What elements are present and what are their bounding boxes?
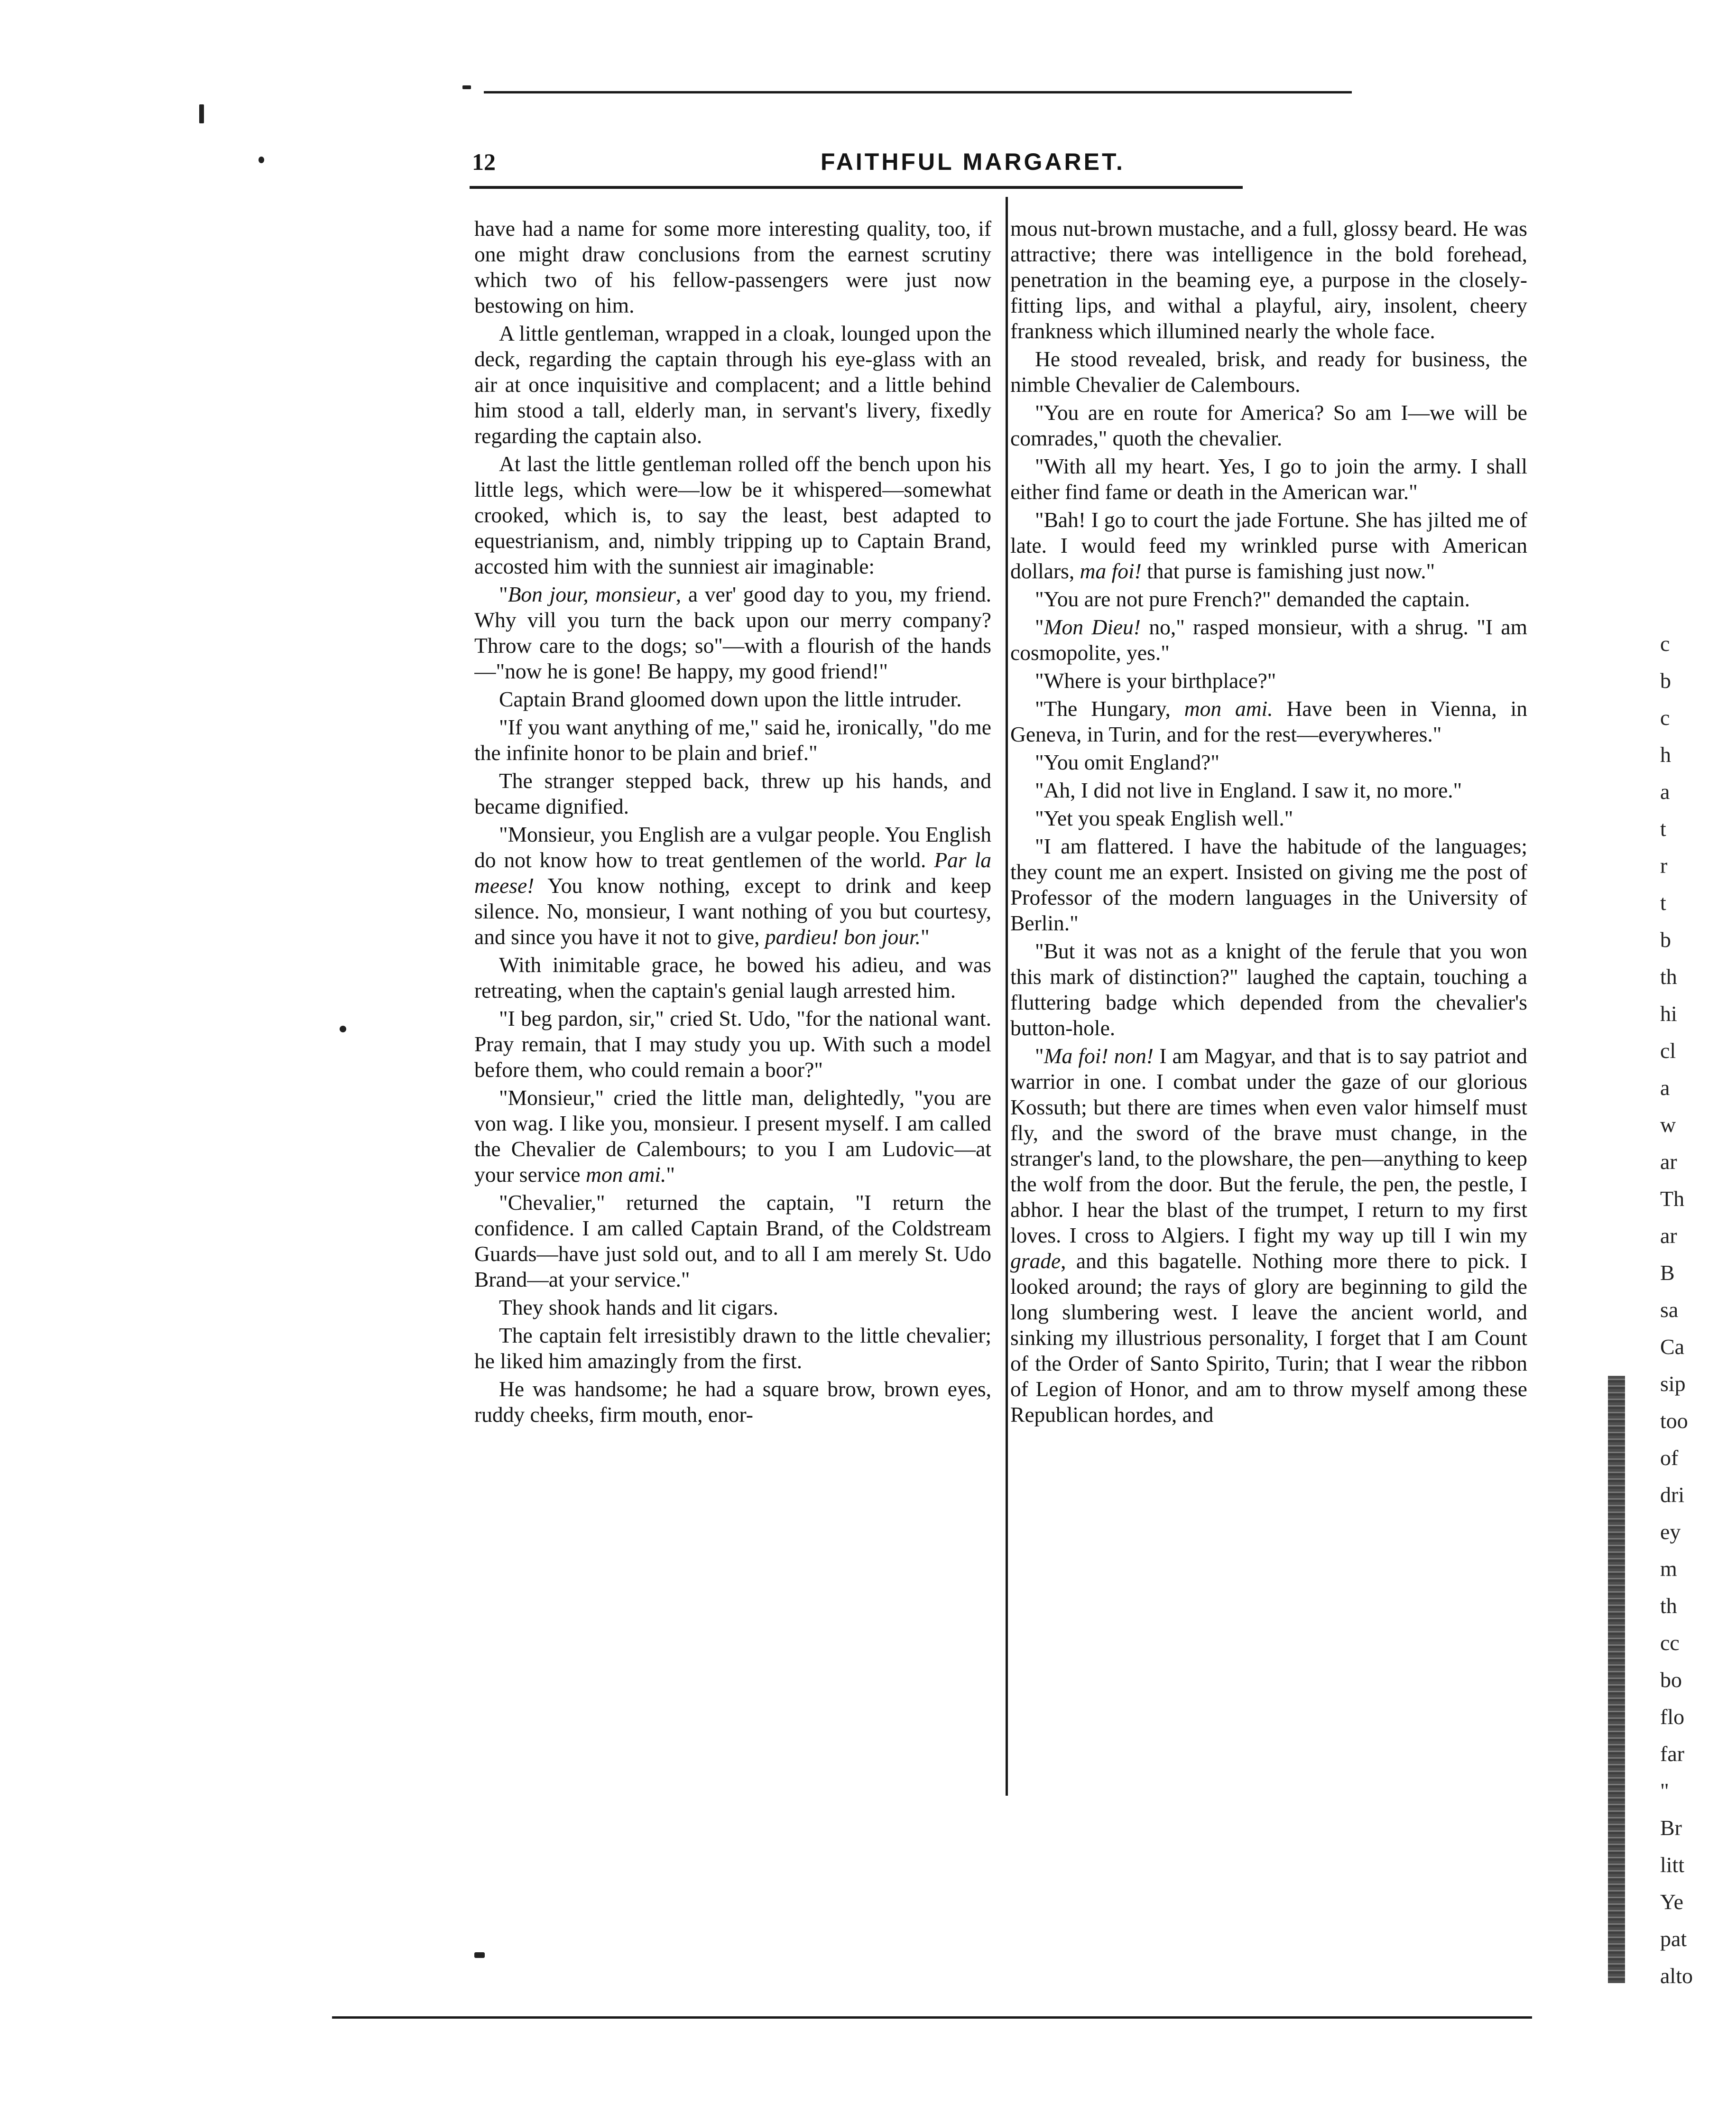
bleed-fragment: flo <box>1660 1705 1685 1729</box>
bleed-fragment: b <box>1660 668 1671 693</box>
paragraph: Captain Brand gloomed down upon the little intruder. <box>499 687 962 711</box>
bleed-fragment: Th <box>1660 1187 1685 1211</box>
bleed-fragment: dri <box>1660 1483 1685 1507</box>
paragraph: He stood revealed, brisk, and ready for business, the nimble Chevalier de Calembours. <box>1010 347 1527 397</box>
bleed-fragment: w <box>1660 1113 1676 1137</box>
paragraph: "Mon Dieu! no," rasped monsieur, with a shrug. "I am cosmopolite, yes." <box>1010 615 1527 665</box>
paragraph: "Yet you speak English well." <box>1035 806 1293 830</box>
left-column <box>474 216 991 1800</box>
top-rule <box>484 91 1352 93</box>
bleed-fragment: h <box>1660 742 1671 767</box>
bleed-fragment: Ca <box>1660 1335 1685 1359</box>
bleed-fragment: B <box>1660 1261 1675 1285</box>
bleed-fragment: m <box>1660 1557 1677 1581</box>
scan-edge-shadow <box>1608 1376 1625 1983</box>
bleed-fragment: " <box>1660 1779 1669 1803</box>
paragraph: mous nut-brown mustache, and a full, glossy beard. He was attractive; there was intelligence in the bold forehead, penetration in the beaming eye, a purpose in the closely-fitting lips, and withal a playful, airy, insolent, cheery frankness which illumined nearly the whole face. <box>1010 216 1527 343</box>
bleed-fragment: a <box>1660 1076 1670 1100</box>
bleed-fragment: th <box>1660 1594 1677 1618</box>
paragraph: The captain felt irresistibly drawn to the little chevalier; he liked him amazingly from the first. <box>474 1323 991 1373</box>
bleed-fragment: b <box>1660 928 1671 952</box>
bleed-fragment: of <box>1660 1446 1679 1470</box>
bleed-fragment: cl <box>1660 1039 1676 1063</box>
bleed-fragment: t <box>1660 816 1666 841</box>
paragraph: "You are en route for America? So am I—we will be comrades," quoth the chevalier. <box>1010 400 1527 450</box>
paragraph: They shook hands and lit cigars. <box>499 1295 778 1319</box>
bleed-fragment: too <box>1660 1409 1688 1433</box>
paragraph: He was handsome; he had a square brow, brown eyes, ruddy cheeks, firm mouth, enor- <box>474 1377 991 1427</box>
bleed-fragment: c <box>1660 705 1670 730</box>
bleed-fragment: pat <box>1660 1927 1687 1951</box>
paragraph: "I beg pardon, sir," cried St. Udo, "for the national want. Pray remain, that I may study you up. With such a model before them, who could remain a boor?" <box>474 1006 991 1082</box>
paragraph: "Monsieur," cried the little man, delightedly, "you are von wag. I like you, monsieur. I present myself. I am called the Chevalier de Calembours; to you I am Ludovic—at your service mon ami." <box>474 1085 991 1187</box>
paragraph: "Chevalier," returned the captain, "I return the confidence. I am called Captain Brand, of the Coldstream Guards—have just sold out, and to all I am merely St. Udo Brand—at your service." <box>474 1190 991 1291</box>
paragraph: "The Hungary, mon ami. Have been in Vienna, in Geneva, in Turin, and for the rest—everywheres." <box>1010 696 1527 746</box>
bleed-fragment: a <box>1660 779 1670 804</box>
scan-speck <box>462 85 471 89</box>
paragraph: have had a name for some more interesting quality, too, if one might draw conclusions from the earnest scrutiny which two of his fellow-passengers were just now bestowing on him. <box>474 216 991 317</box>
bleed-fragment: c <box>1660 631 1670 656</box>
bleed-fragment: r <box>1660 853 1668 878</box>
paragraph: "You omit England?" <box>1035 750 1219 774</box>
paragraph: "Bon jour, monsieur, a ver' good day to you, my friend. Why vill you turn the back upon our merry company? Throw care to the dogs; so"—with a flourish of the hands—"now he is gone! Be happy, my good friend!" <box>474 582 991 683</box>
bleed-fragment: ar <box>1660 1150 1677 1174</box>
bleed-fragment: th <box>1660 965 1677 989</box>
bleed-fragment: alto <box>1660 1964 1693 1988</box>
paragraph: "If you want anything of me," said he, ironically, "do me the infinite honor to be plain and brief." <box>474 715 991 765</box>
bleed-fragment: Br <box>1660 1816 1682 1840</box>
scan-speck <box>199 104 204 123</box>
bleed-fragment: far <box>1660 1742 1685 1766</box>
bottom-rule <box>332 2016 1532 2019</box>
paragraph: "I am flattered. I have the habitude of the languages; they count me an expert. Insisted on giving me the post of Professor of the modern languages in the University of Berlin." <box>1010 834 1527 935</box>
paragraph: "Ah, I did not live in England. I saw it, no more." <box>1035 778 1462 802</box>
bleed-fragment: sa <box>1660 1298 1679 1322</box>
bleed-fragment: cc <box>1660 1631 1680 1655</box>
paragraph: "Ma foi! non! I am Magyar, and that is to say patriot and warrior in one. I combat under the gaze of our glorious Kossuth; but there are times when even valor himself must fly, and the sword of the brave must change, in the stranger's land, to the plowshare, the pen—anything to keep the wolf from the door. But the ferule, the pen, the pestle, I abhor. I hear the blast of the trumpet, I return to my first loves. I cross to Algiers. I fight my way up till I win my grade, and this bagatelle. Nothing more there to pick. I looked around; the rays of glory are beginning to gild the long slumbering west. I leave the ancient world, and sinking my illustrious personality, I forget that I am Count of the Order of Santo Spirito, Turin; that I wear the ribbon of Legion of Honor, and am to throw myself among these Republican hordes, and <box>1010 1044 1527 1427</box>
bleed-fragment: t <box>1660 890 1666 915</box>
paragraph: "But it was not as a knight of the ferule that you won this mark of distinction?" laughed the captain, touching a fluttering badge which depended from the chevalier's button-hole. <box>1010 939 1527 1040</box>
paragraph: At last the little gentleman rolled off the bench upon his little legs, which were—low be it whispered—somewhat crooked, which is, to say the least, best adapted to equestrianism, and, nimbly tripping up to Captain Brand, accosted him with the sunniest air imaginable: <box>474 452 991 578</box>
bleed-fragment: sip <box>1660 1372 1686 1396</box>
bleed-fragment: bo <box>1660 1668 1682 1692</box>
scan-speck <box>474 1952 485 1958</box>
bleed-fragment: ar <box>1660 1224 1677 1248</box>
paragraph: "Where is your birthplace?" <box>1035 668 1276 693</box>
paragraph: With inimitable grace, he bowed his adieu, and was retreating, when the captain's genial laugh arrested him. <box>474 953 991 1002</box>
header-rule <box>470 186 1243 189</box>
page-number: 12 <box>472 148 496 175</box>
paragraph: "Monsieur, you English are a vulgar people. You English do not know how to treat gentlemen of the world. Par la meese! You know nothing, except to drink and keep silence. No, monsieur, I want nothing of you but courtesy, and since you have it not to give, pardieu! bon jour." <box>474 822 991 949</box>
paragraph: "Bah! I go to court the jade Fortune. She has jilted me of late. I would feed my wrinkled purse with American dollars, ma foi! that purse is famishing just now." <box>1010 508 1527 583</box>
paragraph: "You are not pure French?" demanded the captain. <box>1035 587 1470 611</box>
scan-speck <box>259 157 264 163</box>
column-divider <box>1006 197 1008 1796</box>
running-title: FAITHFUL MARGARET. <box>821 148 1125 175</box>
bleed-fragment: Ye <box>1660 1890 1684 1914</box>
bleed-fragment: hi <box>1660 1002 1677 1026</box>
bleed-fragment: litt <box>1660 1853 1685 1877</box>
paragraph: A little gentleman, wrapped in a cloak, lounged upon the deck, regarding the captain through his eye-glass with an air at once inquisitive and complacent; and a little behind him stood a tall, elderly man, in servant's livery, fixedly regarding the captain also. <box>474 321 991 448</box>
scan-speck <box>340 1026 346 1032</box>
bleed-fragment: ey <box>1660 1520 1681 1544</box>
paragraph: The stranger stepped back, threw up his hands, and became dignified. <box>474 769 991 818</box>
paragraph: "With all my heart. Yes, I go to join the army. I shall either find fame or death in the American war." <box>1010 454 1527 504</box>
right-column <box>1010 216 1527 1800</box>
